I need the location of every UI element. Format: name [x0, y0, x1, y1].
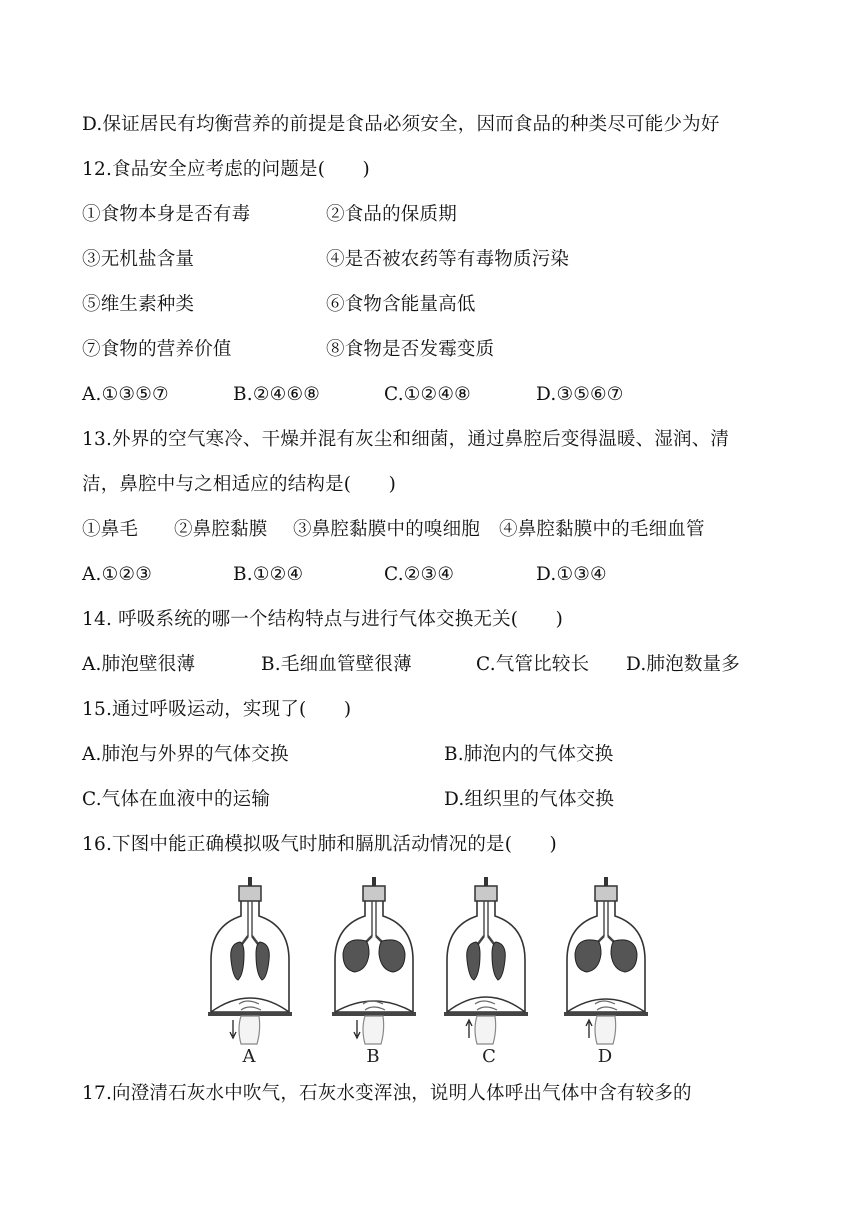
q12-item-3: ③无机盐含量 [82, 249, 195, 270]
q12-item-6: ⑥食物含能量高低 [326, 294, 476, 315]
figure-label-b: B [366, 1046, 380, 1066]
q13-option-c: C.②③④ [384, 564, 455, 585]
q12-option-b: B.②④⑥⑧ [233, 384, 321, 405]
q14-option-a: A.肺泡壁很薄 [82, 654, 196, 675]
figure-panel-c [444, 877, 528, 1044]
q15-stem: 15.通过呼吸运动，实现了( ) [82, 699, 352, 720]
q12-stem: 12.食品安全应考虑的问题是( ) [82, 159, 370, 180]
q12-item-2: ②食品的保质期 [326, 204, 457, 225]
q12-option-d: D.③⑤⑥⑦ [536, 384, 624, 405]
q14-stem: 14. 呼吸系统的哪一个结构特点与进行气体交换无关( ) [82, 609, 564, 630]
q15-option-b: B.肺泡内的气体交换 [444, 744, 614, 765]
q13-stem-line-1: 13.外界的空气寒冷、干燥并混有灰尘和细菌，通过鼻腔后变得温暖、湿润、清 [82, 429, 730, 450]
q12-option-a: A.①③⑤⑦ [82, 384, 169, 405]
q12-item-8: ⑧食物是否发霉变质 [326, 339, 495, 360]
q12-item-5: ⑤维生素种类 [82, 294, 195, 315]
figure-label-a: A [242, 1046, 256, 1066]
q13-option-a: A.①②③ [82, 564, 152, 585]
q11-option-d: D.保证居民有均衡营养的前提是食品必须安全，因而食品的种类尽可能少为好 [82, 114, 720, 135]
q15-option-a: A.肺泡与外界的气体交换 [82, 744, 289, 765]
q15-option-c: C.气体在血液中的运输 [82, 789, 271, 810]
q17-stem: 17.向澄清石灰水中吹气，石灰水变浑浊，说明人体呼出气体中含有较多的 [82, 1083, 692, 1104]
q13-item-1: ①鼻毛 [82, 519, 139, 540]
figure-panel-d [564, 877, 648, 1044]
q15-option-d: D.组织里的气体交换 [444, 789, 615, 810]
q16-stem: 16.下图中能正确模拟吸气时肺和膈肌活动情况的是( ) [82, 834, 557, 855]
figure-panel-b [332, 877, 416, 1044]
q13-stem-line-2: 洁，鼻腔中与之相适应的结构是( ) [82, 474, 397, 495]
figure-label-d: D [597, 1046, 613, 1066]
q14-option-b: B.毛细血管壁很薄 [261, 654, 412, 675]
q13-option-b: B.①②④ [233, 564, 304, 585]
bell-jar-lung-model-figure [205, 874, 655, 1066]
q12-item-4: ④是否被农药等有毒物质污染 [326, 249, 570, 270]
q13-item-4: ④鼻腔黏膜中的毛细血管 [499, 519, 705, 540]
q12-option-c: C.①②④⑧ [384, 384, 471, 405]
q14-option-c: C.气管比较长 [476, 654, 590, 675]
q13-item-2: ②鼻腔黏膜 [174, 519, 268, 540]
q13-item-3: ③鼻腔黏膜中的嗅细胞 [293, 519, 481, 540]
figure-panel-a [208, 877, 292, 1044]
figure-label-c: C [482, 1046, 496, 1066]
q14-option-d: D.肺泡数量多 [626, 654, 740, 675]
q12-item-7: ⑦食物的营养价值 [82, 339, 232, 360]
q12-item-1: ①食物本身是否有毒 [82, 204, 251, 225]
q13-option-d: D.①③④ [536, 564, 607, 585]
